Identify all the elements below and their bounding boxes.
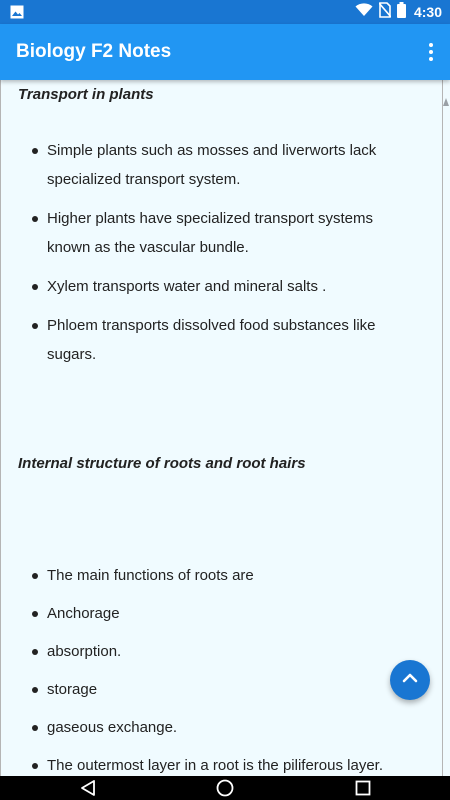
image-icon <box>10 5 24 24</box>
list-item: Higher plants have specialized transport systems known as the vascular bundle. <box>1 204 421 262</box>
home-icon[interactable] <box>216 779 234 797</box>
bullet-list <box>1 561 421 776</box>
scroll-to-top-button[interactable] <box>390 660 430 700</box>
list-item: Anchorage <box>1 599 421 628</box>
battery-icon <box>397 2 406 23</box>
status-bar <box>0 0 450 24</box>
status-time: 4:30 <box>413 4 442 20</box>
chevron-up-icon <box>402 671 418 689</box>
section-heading: Transport in plants <box>18 86 154 103</box>
recents-icon[interactable] <box>354 779 372 797</box>
list-item: Phloem transports dissolved food substances like sugars. <box>1 311 421 369</box>
bullet-list <box>1 136 421 369</box>
list-item: Simple plants such as mosses and liverworts lack specialized transport system. <box>1 136 421 194</box>
list-item: The outermost layer in a root is the piliferous layer. <box>1 751 421 776</box>
no-sim-icon <box>379 2 391 23</box>
list-item: Xylem transports water and mineral salts . <box>1 272 421 301</box>
back-icon[interactable] <box>79 779 97 797</box>
list-item: absorption. <box>1 637 421 666</box>
notes-webview[interactable] <box>0 80 443 776</box>
list-item: storage <box>1 675 421 704</box>
section-heading: Internal structure of roots and root hairs <box>18 455 306 472</box>
scroll-indicator[interactable] <box>443 96 449 106</box>
list-item: The main functions of roots are <box>1 561 421 590</box>
app-bar <box>0 24 450 80</box>
system-nav-bar <box>0 776 450 800</box>
list-item: gaseous exchange. <box>1 713 421 742</box>
more-vert-icon <box>429 43 433 47</box>
notes-content[interactable] <box>0 80 450 776</box>
app-title: Biology F2 Notes <box>16 41 172 62</box>
more-options-button[interactable] <box>422 38 440 66</box>
wifi-icon <box>355 3 373 22</box>
